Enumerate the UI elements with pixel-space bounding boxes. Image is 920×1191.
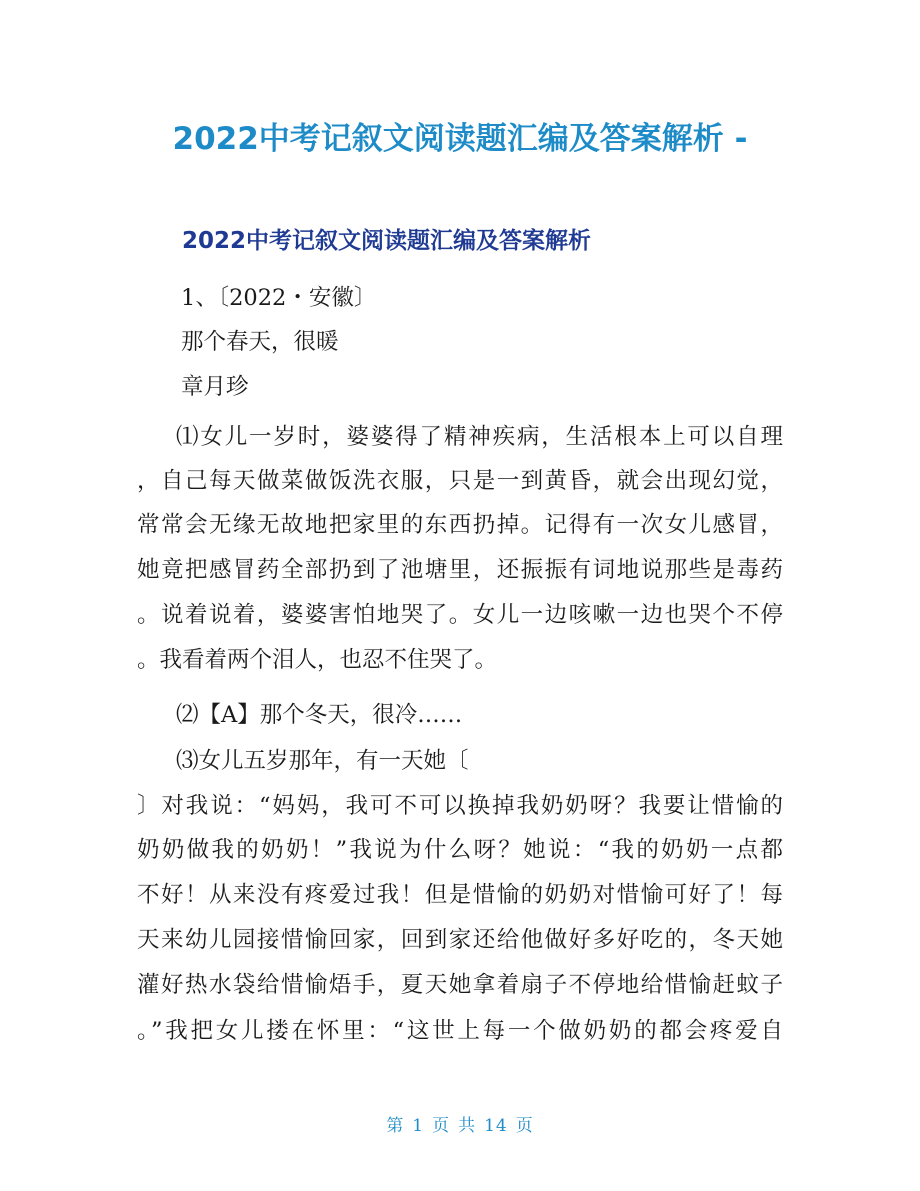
paragraph-1-line-4: 她竟把感冒药全部扔到了池塘里，还振振有词地说那些是毒药: [137, 557, 783, 583]
paragraph-3-line-3: 奶奶做我的奶奶！”我说为什么呀？她说：“我的奶奶一点都: [137, 837, 783, 863]
question-number: 1、〔2022・安徽〕: [181, 285, 377, 311]
paragraph-3-line-7: 。”我把女儿搂在怀里：“这世上每一个做奶奶的都会疼爱自: [137, 1018, 783, 1044]
story-author: 章月珍: [181, 374, 249, 400]
paragraph-1-line-2: ，自己每天做菜做饭洗衣服，只是一到黄昏，就会出现幻觉，: [137, 468, 783, 494]
article-heading: 2022中考记叙文阅读题汇编及答案解析: [182, 228, 592, 254]
footer-total-pages: 14: [484, 1116, 508, 1136]
story-title: 那个春天，很暖: [181, 329, 339, 355]
paragraph-3-line-6: 灌好热水袋给惜愉焐手，夏天她拿着扇子不停地给惜愉赶蚊子: [137, 972, 783, 998]
paragraph-1-line-6: 。我看着两个泪人，也忍不住哭了。: [137, 647, 498, 673]
footer-page-mid: 页: [432, 1116, 451, 1136]
page-title: 2022中考记叙文阅读题汇编及答案解析 -: [172, 121, 748, 157]
paragraph-1-line-5: 。说着说着，婆婆害怕地哭了。女儿一边咳嗽一边也哭个不停: [137, 602, 783, 628]
page-footer: [0, 1114, 920, 1138]
footer-total-suffix: 页: [515, 1116, 534, 1136]
paragraph-1-line-1: ⑴女儿一岁时，婆婆得了精神疾病，生活根本上可以自理: [176, 424, 783, 450]
paragraph-3-line-4: 不好！从来没有疼爱过我！但是惜愉的奶奶对惜愉可好了！每: [137, 882, 783, 908]
paragraph-3-line-5: 天来幼儿园接惜愉回家，回到家还给他做好多好吃的，冬天她: [137, 927, 783, 953]
footer-page-prefix: 第: [386, 1116, 405, 1136]
paragraph-3-line-1: ⑶女儿五岁那年，有一天她〔: [176, 748, 469, 774]
paragraph-2: ⑵【A】那个冬天，很冷……: [176, 702, 463, 728]
footer-page-number: 1: [412, 1116, 425, 1136]
paragraph-1-line-3: 常常会无缘无故地把家里的东西扔掉。记得有一次女儿感冒，: [137, 512, 783, 538]
paragraph-3-line-2: 〕对我说：“妈妈，我可不可以换掉我奶奶呀？我要让惜愉的: [137, 793, 783, 819]
footer-total-prefix: 共: [458, 1116, 477, 1136]
